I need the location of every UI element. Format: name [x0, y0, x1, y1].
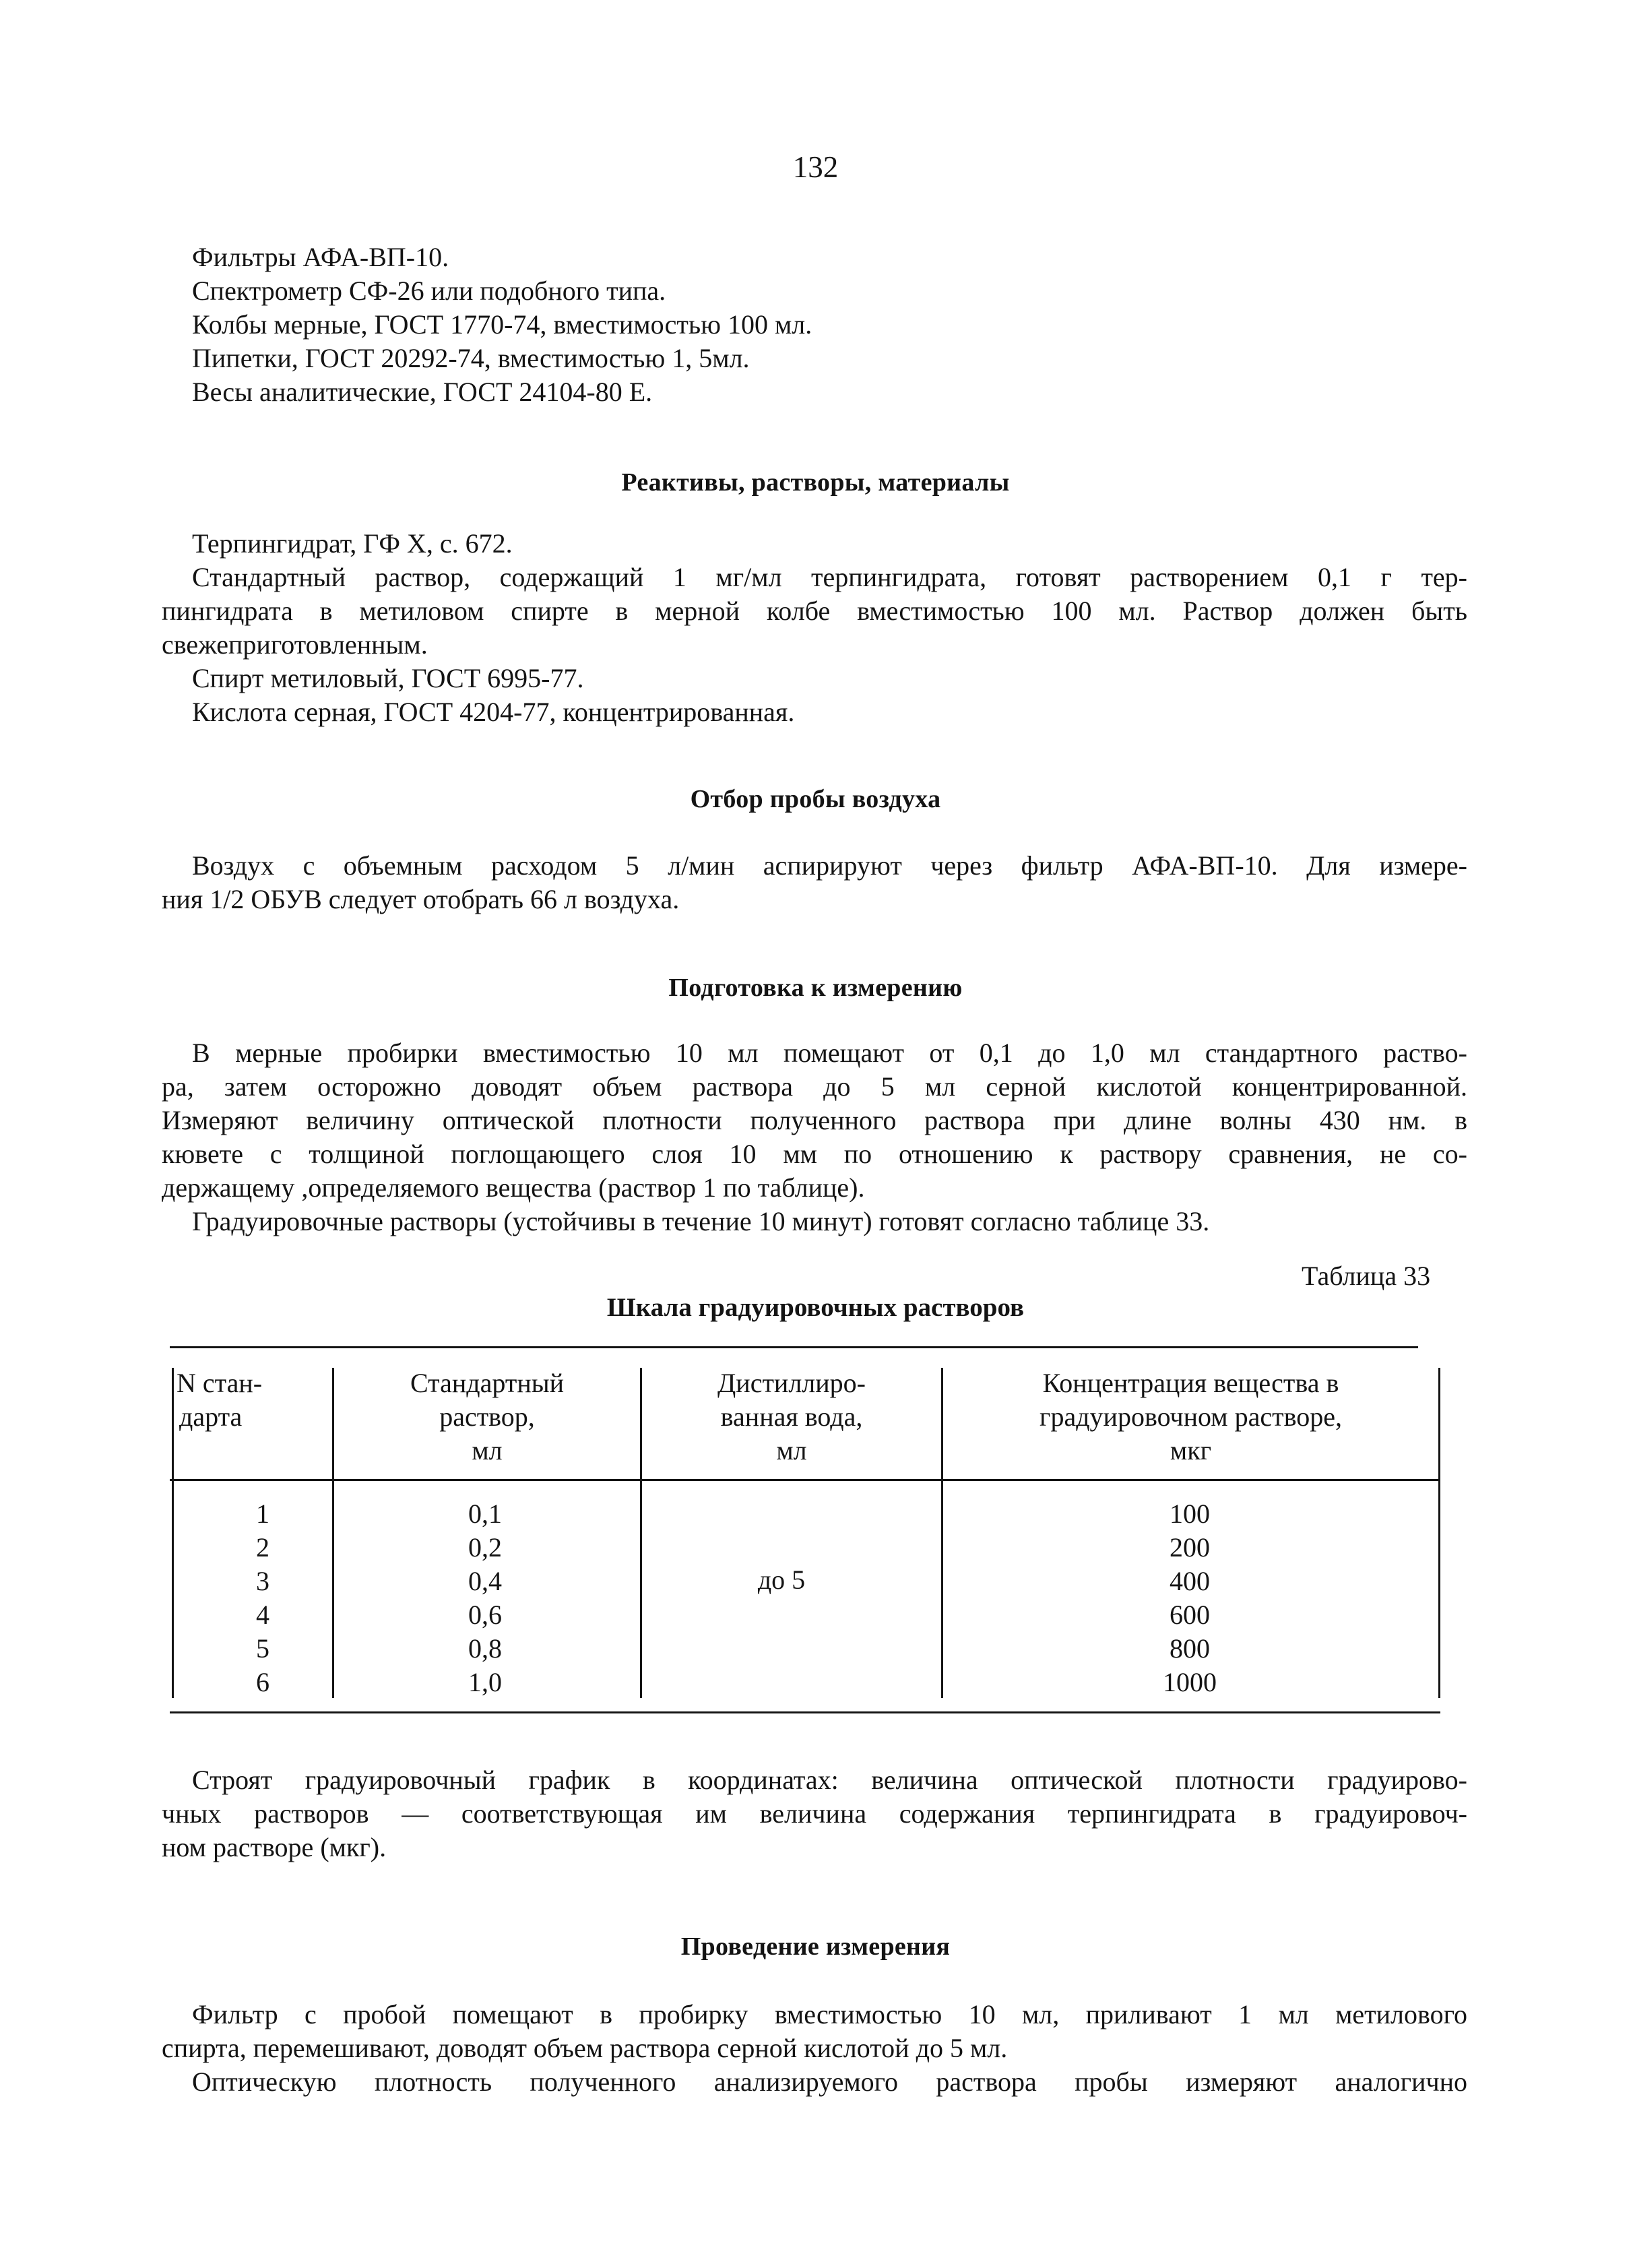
table-bottom-rule [170, 1711, 1440, 1713]
table-column-concentration [1122, 1497, 1257, 1699]
reagent-text-line: Стандартный раствор, содержащий 1 мг/мл терпингидрата, готовят растворением 0,1 г тер- [192, 562, 1467, 592]
reagents-heading: Реактивы, растворы, материалы [621, 468, 1010, 497]
table-number: Таблица 33 [1302, 1261, 1431, 1291]
table-header-cell: Дистиллиро- ванная вода, мл [717, 1368, 866, 1466]
table-cell: 0,8 [468, 1633, 502, 1664]
table-column-std-number [229, 1497, 296, 1699]
table-cell: 400 [1170, 1566, 1210, 1596]
reagent-item: Терпингидрат, ГФ X, с. 672. [192, 528, 513, 559]
table-header-cell: Стандартный раствор, мл [410, 1368, 565, 1466]
table-cell: 0,2 [468, 1532, 502, 1563]
paragraph-line: Оптическую плотность полученного анализируемого раствора пробы измеряют аналогично [192, 2067, 1467, 2097]
reagent-text-line: пингидрата в метиловом спирте в мерной колбе вместимостью 100 мл. Раствор должен быть [162, 596, 1467, 626]
preparation-heading: Подготовка к измерению [668, 974, 963, 1002]
measurement-heading: Проведение измерения [680, 1932, 951, 1961]
paragraph-line: ном растворе (мкг). [162, 1832, 387, 1862]
table-title: Шкала градуировочных растворов [606, 1293, 1025, 1322]
page-number: 132 [792, 150, 839, 184]
reagent-item: Спирт метиловый, ГОСТ 6995-77. [192, 663, 584, 693]
reagent-text-line: свежеприготовленным. [162, 629, 428, 660]
table-cell: 200 [1170, 1532, 1210, 1563]
paragraph-line: ра, затем осторожно доводят объем раствора до 5 мл серной кислотой концентрированной. [162, 1071, 1467, 1102]
paragraph-line: Измеряют величину оптической плотности полученного раствора при длине волны 430 нм. в [162, 1105, 1467, 1135]
table-cell: 1,0 [468, 1667, 502, 1697]
preparation-paragraph [162, 1036, 1467, 1238]
sampling-heading: Отбор пробы воздуха [690, 785, 941, 813]
table-header-rule [170, 1479, 1440, 1481]
table-cell: 0,4 [468, 1566, 502, 1596]
table-cell: 2 [256, 1532, 269, 1563]
table-cell: 5 [256, 1633, 269, 1664]
table-cell: 0,1 [468, 1499, 502, 1529]
paragraph-line: спирта, перемешивают, доводят объем раствора серной кислотой до 5 мл. [162, 2033, 1008, 2063]
equipment-list [192, 241, 1467, 409]
equipment-item: Фильтры АФА-ВП-10. [192, 242, 449, 272]
table-cell: 800 [1170, 1633, 1210, 1664]
table-top-rule [170, 1346, 1418, 1348]
measurement-paragraph [162, 1998, 1467, 2099]
paragraph-line: Воздух с объемным расходом 5 л/мин аспирируют через фильтр АФА-ВП-10. Для измере- [192, 850, 1467, 881]
reagent-item: Кислота серная, ГОСТ 4204-77, концентрированная. [192, 697, 795, 727]
table-cell: 0,6 [468, 1600, 502, 1630]
table-border-left [172, 1368, 174, 1698]
equipment-item: Спектрометр СФ-26 или подобного типа. [192, 276, 666, 306]
table-header-cell: N стан- дарта [177, 1368, 263, 1432]
equipment-item: Весы аналитические, ГОСТ 24104-80 Е. [192, 377, 653, 407]
paragraph-line: чных растворов — соответствующая им величина содержания терпингидрата в градуировоч- [162, 1798, 1467, 1829]
table-cell: 3 [256, 1566, 269, 1596]
equipment-item: Пипетки, ГОСТ 20292-74, вместимостью 1, 5мл. [192, 343, 750, 373]
paragraph-line: кювете с толщиной поглощающего слоя 10 мм по отношению к раствору сравнения, не со- [162, 1139, 1467, 1169]
paragraph-line: Градуировочные растворы (устойчивы в течение 10 минут) готовят согласно таблице 33. [192, 1206, 1210, 1236]
sampling-paragraph [162, 849, 1467, 916]
table-cell: 100 [1170, 1499, 1210, 1529]
table-cell: 6 [256, 1667, 269, 1697]
paragraph-line: В мерные пробирки вместимостью 10 мл помещают от 0,1 до 1,0 мл стандартного раство- [192, 1038, 1467, 1068]
table-cell-water: до 5 [757, 1565, 806, 1595]
reagents-list [162, 527, 1467, 729]
table-border-right [1438, 1368, 1440, 1698]
table-header-cell: Концентрация вещества в градуировочном растворе, мкг [1040, 1368, 1342, 1466]
graph-paragraph [162, 1763, 1467, 1864]
paragraph-line: ния 1/2 ОБУВ следует отобрать 66 л воздуха. [162, 884, 680, 914]
equipment-item: Колбы мерные, ГОСТ 1770-74, вместимостью 100 мл. [192, 309, 812, 340]
table-cell: 1000 [1163, 1667, 1217, 1697]
table-cell: 1 [256, 1499, 269, 1529]
table-cell: 600 [1170, 1600, 1210, 1630]
paragraph-line: Фильтр с пробой помещают в пробирку вместимостью 10 мл, приливают 1 мл метилового [192, 1999, 1467, 2029]
paragraph-line: Строят градуировочный график в координатах: величина оптической плотности градуирово- [192, 1765, 1467, 1795]
paragraph-line: держащему ,определяемого вещества (раствор 1 по таблице). [162, 1172, 865, 1203]
table-column-std-solution [445, 1497, 525, 1699]
table-cell: 4 [256, 1600, 269, 1630]
